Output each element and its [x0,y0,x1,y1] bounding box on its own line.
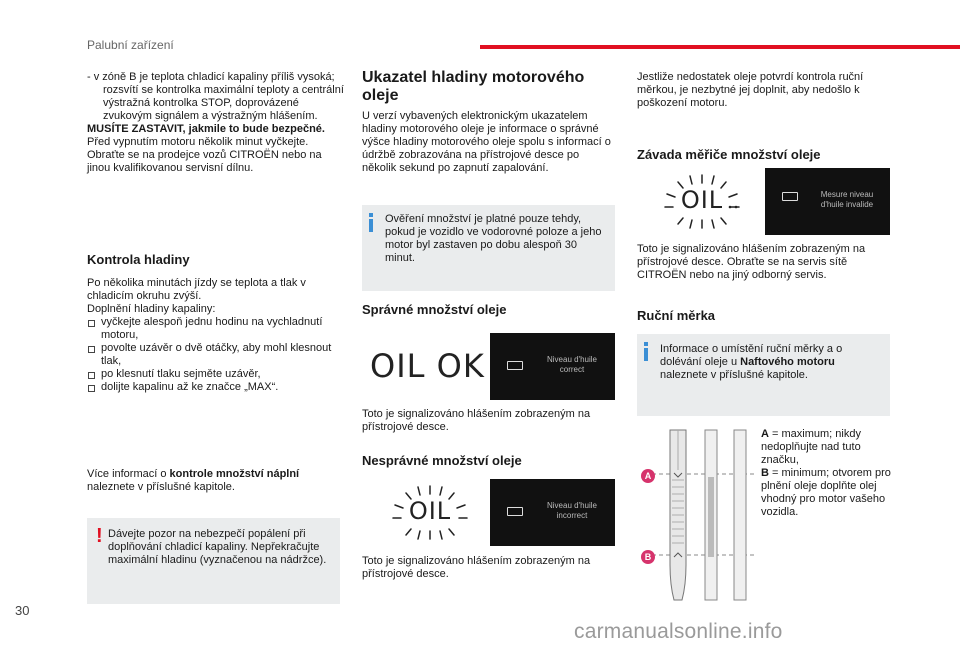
info-box-text: Ověření množství je platné pouze tehdy, pokud je vozidlo ve vodorovné poloze a jeho motor byl zastaven po dobu alespoň 30 minut. [385,213,602,264]
legend-b [761,467,896,519]
incorrect-oil-text: Toto je signalizováno hlášením zobrazeným na přístrojové desce. [362,555,591,580]
info-pre: Informace o umístění ruční měrky a o dolévání oleje u [660,343,843,368]
oil-symbol: OIL [408,497,452,525]
dipstick-title: Ruční měrka [637,308,716,323]
step-item: vyčkejte alespoň jednu hodinu na vychladnutí motoru, [87,316,337,342]
warning-text: Dávejte pozor na nebezpečí popálení při doplňování chladicí kapaliny. Nepřekračujte maximální hladinu (vyznačenou na nádržce). [108,528,327,566]
info-box-dipstick [637,334,890,416]
oil-indicator-intro: U verzí vybavených elektronickým ukazatelem hladiny motorového oleje je informace o správné výšce hladiny motorového oleje spolu s informací o údržbě zobrazována na přístrojové desce po několik sekund po zapnutí zapalování. [362,110,611,174]
step-item: dolijte kapalinu až ke značce „MAX“. [87,381,337,394]
warning-box [87,518,340,604]
oil-ok-symbol: OIL OK [370,347,485,385]
watermark: carmanualsonline.info [574,620,783,643]
must-stop-heading: MUSÍTE ZASTAVIT, jakmile to bude bezpečné. [87,123,325,135]
must-stop-text: Před vypnutím motoru několik minut vyčkejte. Obraťte se na prodejce vozů CITROËN nebo na jinou kvalifikovanou servisní dílnu. [87,136,322,174]
display-message: Niveau d'huile incorrect [546,501,597,520]
zone-b-item: - v zóně B je teplota chladicí kapaliny příliš vysoká; rozsvítí se kontrolka maximální teploty a centrální výstražná kontrolka STOP, doprovázené zvukovým signálem a výstražným hlášením. [87,71,344,122]
display-message: Mesure niveau d'huile invalide [820,190,874,209]
more-info-link-text: kontrole množství náplní [169,468,300,480]
page-number: 30 [15,603,30,618]
more-info-post: naleznete v příslušné kapitole. [87,481,235,493]
legend-a-text: = maximum; nikdy nedoplňujte nad tuto značku, [761,428,861,466]
oil-can-icon [782,192,798,201]
warning-icon: ! [96,525,103,547]
dipstick-legend [761,428,896,519]
incorrect-oil-title: Nesprávné množství oleje [362,453,522,468]
info-box-text [660,343,882,382]
marker-a-label: A [644,471,652,481]
correct-oil-title: Správné množství oleje [362,302,507,317]
oil-can-icon [507,361,523,370]
info-post: naleznete v příslušné kapitole. [660,369,808,381]
marker-b-label: B [644,552,652,562]
display-oil-ok [362,333,615,400]
level-check-title: Kontrola hladiny [87,252,190,267]
display-message: Niveau d'huile correct [546,355,597,374]
oil-indicator-title: Ukazatel hladiny motorového oleje [362,69,585,104]
legend-a-key: A [761,428,769,440]
info-icon [644,342,648,361]
oil-symbol: OIL [680,186,724,214]
info-icon [369,213,373,232]
info-bold: Naftového motoru [740,356,835,368]
step-item: po klesnutí tlaku sejměte uzávěr, [87,368,337,381]
level-intro: Po několika minutách jízdy se teplota a tlak v chladicím okruhu zvýší. [87,277,306,302]
more-info-pre: Více informací o [87,468,167,480]
legend-a [761,428,896,467]
info-box-level [362,205,615,291]
display-oil-incorrect [362,479,615,546]
dipstick-illustration [637,425,762,605]
more-info [87,468,337,494]
correct-oil-text: Toto je signalizováno hlášením zobrazeným na přístrojové desce. [362,408,591,433]
header-accent-bar [480,45,960,49]
section-header: Palubní zařízení [87,38,174,52]
oil-gauge-fault-text: Toto je signalizováno hlášením zobrazeným na přístrojové desce. Obraťte se na servis sítě CITROËN nebo na jiný odborný servis. [637,243,866,281]
oil-gauge-fault-title: Závada měřiče množství oleje [637,147,821,162]
legend-b-key: B [761,467,769,479]
oil-can-icon [507,507,523,516]
step-item: povolte uzávěr o dvě otáčky, aby mohl klesnout tlak, [87,342,337,368]
display-oil-fault [637,168,890,235]
dipstick-confirm-intro: Jestliže nedostatek oleje potvrdí kontrola ruční měrkou, je nezbytné jej doplnit, aby nedošlo k poškození motoru. [637,71,864,109]
column-1 [87,71,345,175]
legend-b-text: = minimum; otvorem pro plnění oleje doplňte olej vhodný pro motor vašeho vozidla. [761,467,891,518]
level-refill-label: Doplnění hladiny kapaliny: [87,303,216,315]
level-check-body [87,277,337,394]
